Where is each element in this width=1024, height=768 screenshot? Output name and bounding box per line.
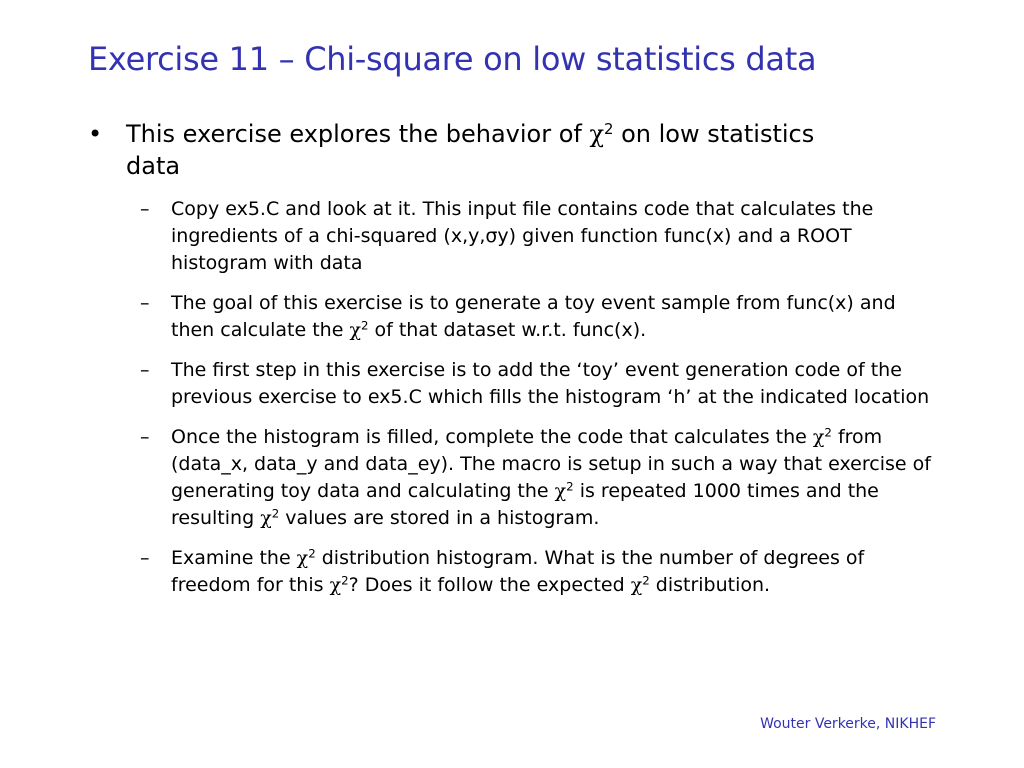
dash-marker: – [140, 547, 150, 569]
chi-symbol: χ [329, 574, 342, 596]
chi-symbol: χ [630, 574, 643, 596]
sub-item-text: Examine the [171, 547, 297, 569]
superscript: 2 [642, 573, 650, 588]
bullet-text-end: on low statistics data [126, 120, 815, 180]
dash-marker: – [140, 359, 150, 381]
sub-item-examine [88, 545, 941, 599]
superscript: 2 [566, 479, 574, 494]
superscript: 2 [824, 425, 832, 440]
sub-item-text: values are stored in a histogram. [279, 507, 600, 529]
sub-item-text: The goal of this exercise is to generate a toy event sample from func(x) and then calculate the [171, 292, 896, 341]
sub-item-text: Once the histogram is filled, complete the code that calculates the [171, 426, 813, 448]
sub-item-copy-file [88, 196, 941, 277]
chi-symbol: χ [260, 507, 272, 529]
sub-bullet-list [88, 196, 948, 599]
superscript: 2 [341, 573, 349, 588]
sub-item-text: The first step in this exercise is to add the ‘toy’ event generation code of the previous exercise to ex5.C which fills the histogram ‘h’ at the indicated location [171, 359, 930, 408]
chi-symbol: χ [554, 480, 567, 502]
superscript: 2 [360, 318, 369, 333]
dash-marker: – [140, 292, 150, 314]
dash-marker: – [140, 198, 150, 220]
sub-item-text: of that dataset w.r.t. func(x). [368, 319, 647, 341]
footer-author: Wouter Verkerke, NIKHEF [760, 716, 936, 732]
sub-item-text: distribution histogram. What is the number of degrees of freedom for this [171, 547, 865, 596]
chi-symbol: χ [589, 120, 605, 148]
sub-item-goal [88, 290, 941, 344]
superscript: 2 [271, 506, 280, 521]
slide-content [88, 118, 948, 615]
chi-symbol: χ [296, 547, 309, 569]
sub-item-text: distribution. [649, 574, 771, 596]
chi-symbol: χ [812, 426, 825, 448]
superscript: 2 [604, 119, 614, 138]
sub-item-text: Copy ex5.C and look at it. This input file contains code that calculates the ingredients of a chi-squared (x,y,σy) given function func(x) and a ROOT histogram with data [171, 198, 874, 274]
dash-marker: – [140, 426, 150, 448]
slide-title: Exercise 11 – Chi-square on low statistics data [88, 40, 817, 78]
sub-item-fill-histogram [88, 424, 941, 532]
chi-symbol: χ [349, 319, 361, 341]
sub-item-text: from (data_x, data_y and data_ey). The macro is setup in such a way that exercise of generating toy data and calculating the [171, 426, 931, 502]
sub-item-text: is repeated 1000 times and the resulting [171, 480, 879, 529]
bullet-marker: • [88, 120, 103, 148]
superscript: 2 [308, 546, 316, 561]
main-bullet [88, 118, 846, 182]
bullet-text-start: This exercise explores the behavior of [126, 120, 590, 148]
sub-item-first-step [88, 357, 941, 411]
sub-item-text: ? Does it follow the expected [348, 574, 631, 596]
